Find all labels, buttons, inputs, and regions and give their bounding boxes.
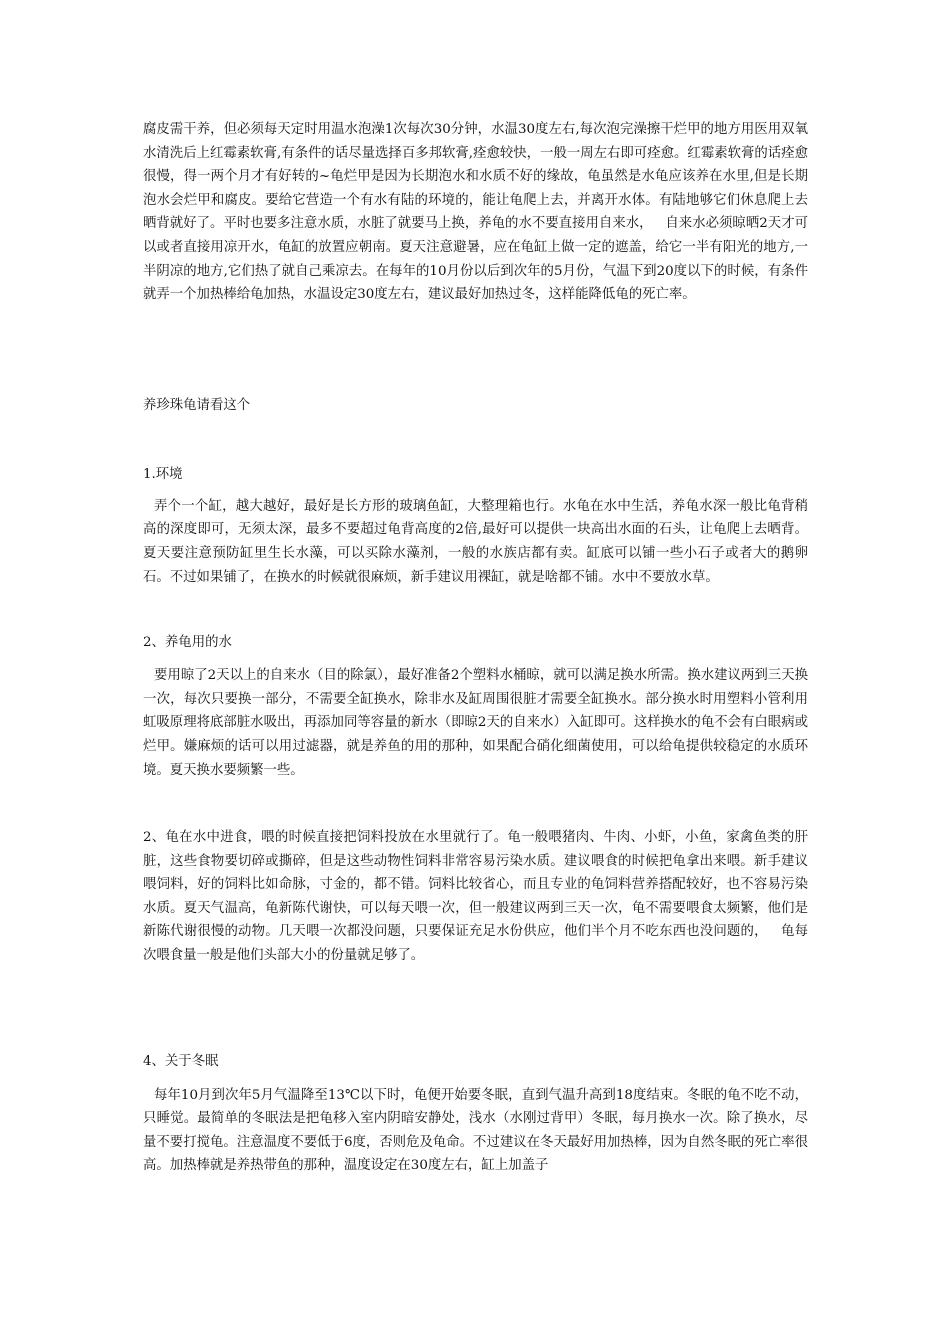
intro-paragraph: 腐皮需干养，但必须每天定时用温水泡澡1次每次30分钟，水温30度左右,每次泡完澡擦干烂甲的地方用医用双氧水清洗后上红霉素软膏,有条件的话尽量选择百多邦软膏,痊愈较快，一般一周左右即可痊愈。红霉素软膏的话痊愈很慢，得一两个月才有好转的~龟烂甲是因为长期泡水和水质不好的缘故，龟虽然是水龟应该养在水里,但是长期泡水会烂甲和腐皮。要给它营造一个有水有陆的环境的，能让龟爬上去，并离开水体。有陆地够它们休息爬上去晒背就好了。平时也要多注意水质，水脏了就要马上换，养龟的水不要直接用自来水， 自来水必须晾晒2天才可以或者直接用凉开水，龟缸的放置应朝南。夏天注意避暑，应在龟缸上做一定的遮盖，给它一半有阳光的地方,一半阴凉的地方,它们热了就自己乘凉去。在每年的10月份以后到次年的5月份，气温下到20度以下的时候，有条件就弄一个加热棒给龟加热，水温设定30度左右，建议最好加热过冬，这样能降低龟的死亡率。 xyxy=(143,122,808,303)
section-title: 养珍珠龟请看这个 xyxy=(143,397,251,413)
environment-heading: 1.环境 xyxy=(143,466,183,482)
hibernation-heading: 4、关于冬眠 xyxy=(143,1053,219,1069)
hibernation-paragraph: 每年10月到次年5月气温降至13℃以下时，龟便开始要冬眠，直到气温升高到18度结束。冬眠的龟不吃不动，只睡觉。最简单的冬眠法是把龟移入室内阴暗安静处，浅水（水刚过背甲）冬眠，每月换水一次。除了换水，尽量不要打搅龟。注意温度不要低于6度，否则危及龟命。不过建议在冬天最好用加热棒，因为自然冬眠的死亡率很高。加热棒就是养热带鱼的那种，温度设定在30度左右，缸上加盖子 xyxy=(143,1087,808,1174)
document-page xyxy=(143,118,808,1178)
feeding-paragraph: 2、龟在水中进食，喂的时候直接把饲料投放在水里就行了。龟一般喂猪肉、牛肉、小虾，小鱼，家禽鱼类的肝脏，这些食物要切碎或撕碎，但是这些动物性饲料非常容易污染水质。建议喂食的时候把龟拿出来喂。新手建议喂饲料，好的饲料比如命脉，寸金的，都不错。饲料比较省心，而且专业的龟饲料营养搭配较好，也不容易污染水质。夏天气温高，龟新陈代谢快，可以每天喂一次，但一般建议两到三天一次，龟不需要喂食太频繁，他们是新陈代谢很慢的动物。几天喂一次都没问题，只要保证充足水份供应，他们半个月不吃东西也没问题的， 龟每次喂食量一般是他们头部大小的份量就足够了。 xyxy=(143,830,808,964)
water-paragraph: 要用晾了2天以上的自来水（目的除氯），最好准备2个塑料水桶晾，就可以满足换水所需。换水建议两到三天换一次，每次只要换一部分，不需要全缸换水，除非水及缸周围很脏才需要全缸换水。部分换水时用塑料小管利用虹吸原理将底部脏水吸出，再添加同等容量的新水（即晾2天的自来水）入缸即可。这样换水的龟不会有白眼病或烂甲。嫌麻烦的话可以用过滤器，就是养鱼的用的那种，如果配合硝化细菌使用，可以给龟提供较稳定的水质环境。夏天换水要频繁一些。 xyxy=(143,668,808,778)
water-heading: 2、养龟用的水 xyxy=(143,635,232,651)
environment-paragraph: 弄个一个缸，越大越好，最好是长方形的玻璃鱼缸，大整理箱也行。水龟在水中生活，养龟水深一般比龟背稍高的深度即可，无须太深，最多不要超过龟背高度的2倍,最好可以提供一块高出水面的石头，让龟爬上去晒背。夏天要注意预防缸里生长水藻，可以买除水藻剂，一般的水族店都有卖。缸底可以铺一些小石子或者大的鹅卵石。不过如果铺了，在换水的时候就很麻烦，新手建议用裸缸，就是啥都不铺。水中不要放水草。 xyxy=(143,498,808,585)
